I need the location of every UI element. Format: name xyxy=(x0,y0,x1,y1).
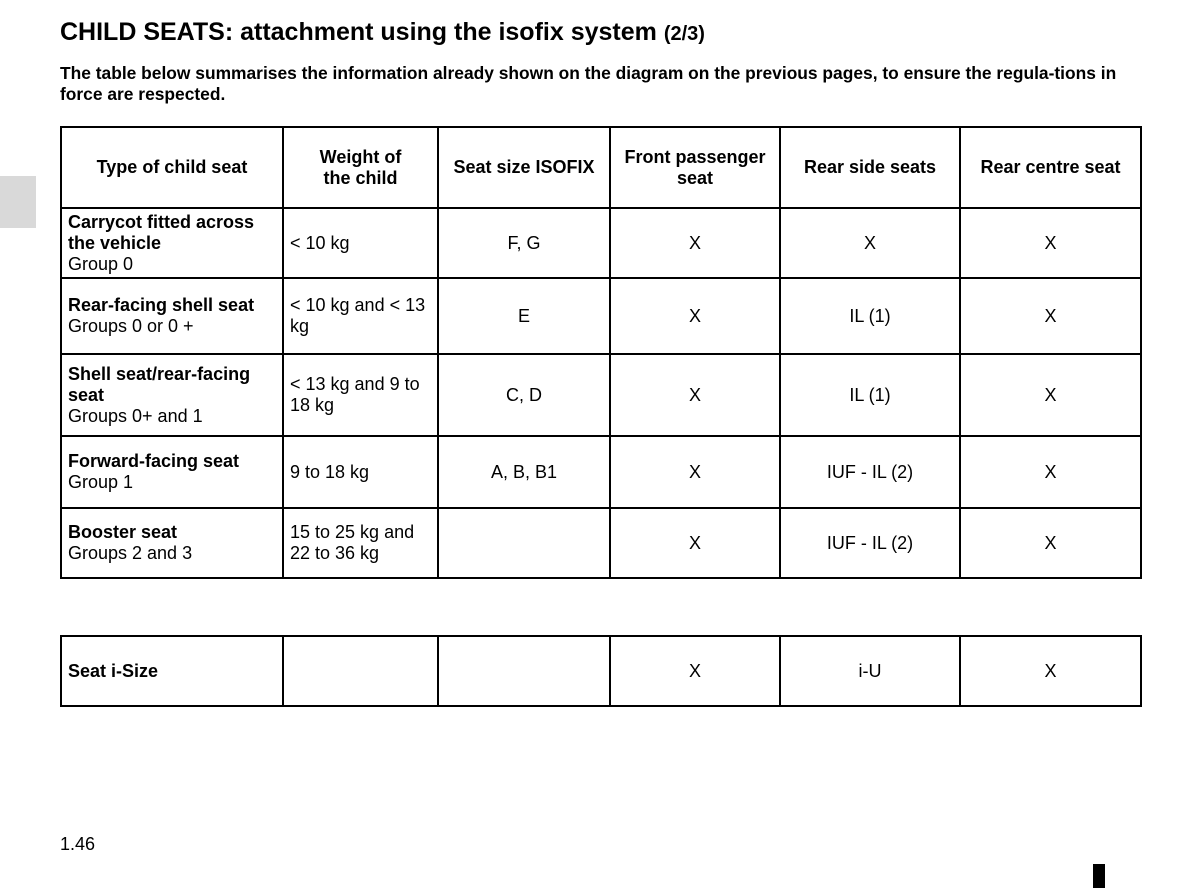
cell-front-passenger: X xyxy=(610,508,780,578)
table-header-row xyxy=(61,127,1141,208)
header-rear-centre: Rear centre seat xyxy=(960,127,1141,208)
isofix-table xyxy=(60,126,1142,579)
cell-front-passenger: X xyxy=(610,208,780,278)
cell-type: Booster seat Groups 2 and 3 xyxy=(61,508,283,578)
section-tab-marker xyxy=(0,176,36,228)
cell-rear-centre: X xyxy=(960,436,1141,508)
cell-type: Forward-facing seat Group 1 xyxy=(61,436,283,508)
cell-seat-size: C, D xyxy=(438,354,610,436)
table-row xyxy=(61,636,1141,706)
cell-rear-side: X xyxy=(780,208,960,278)
cell-seat-size: E xyxy=(438,278,610,354)
cell-weight: < 13 kg and 9 to 18 kg xyxy=(283,354,438,436)
header-rear-side: Rear side seats xyxy=(780,127,960,208)
cell-weight: < 10 kg xyxy=(283,208,438,278)
cell-rear-centre: X xyxy=(960,208,1141,278)
cell-front-passenger: X xyxy=(610,436,780,508)
table-row xyxy=(61,436,1141,508)
header-type: Type of child seat xyxy=(61,127,283,208)
cell-type: Carrycot fitted across the vehicle Group 0 xyxy=(61,208,283,278)
header-weight: Weight of the child xyxy=(283,127,438,208)
cell-rear-centre: X xyxy=(960,508,1141,578)
cell-seat-size xyxy=(438,636,610,706)
cell-rear-side: IL (1) xyxy=(780,354,960,436)
cell-front-passenger: X xyxy=(610,636,780,706)
cell-front-passenger: X xyxy=(610,278,780,354)
cell-rear-side: IUF - IL (2) xyxy=(780,508,960,578)
cell-rear-side: IL (1) xyxy=(780,278,960,354)
cell-seat-size: F, G xyxy=(438,208,610,278)
isize-table xyxy=(60,635,1142,707)
cell-weight: 15 to 25 kg and 22 to 36 kg xyxy=(283,508,438,578)
cell-rear-side: i-U xyxy=(780,636,960,706)
table-row xyxy=(61,508,1141,578)
cell-rear-centre: X xyxy=(960,278,1141,354)
cell-front-passenger: X xyxy=(610,354,780,436)
cell-rear-centre: X xyxy=(960,636,1141,706)
cell-type: Rear-facing shell seat Groups 0 or 0 + xyxy=(61,278,283,354)
cell-seat-size: A, B, B1 xyxy=(438,436,610,508)
cell-type: Shell seat/rear-facing seat Groups 0+ and 1 xyxy=(61,354,283,436)
page-number: 1.46 xyxy=(60,834,96,854)
table-row xyxy=(61,208,1141,278)
cell-seat-size xyxy=(438,508,610,578)
cell-weight xyxy=(283,636,438,706)
table-row xyxy=(61,278,1141,354)
page-edge-marker xyxy=(1093,864,1105,888)
cell-type: Seat i-Size xyxy=(61,636,283,706)
cell-weight: < 10 kg and < 13 kg xyxy=(283,278,438,354)
cell-weight: 9 to 18 kg xyxy=(283,436,438,508)
page-title: CHILD SEATS: attachment using the isofix system (2/3) xyxy=(60,18,705,46)
intro-text: The table below summarises the information already shown on the diagram on the previous pages, to ensure the regula-tions in force are respected. xyxy=(60,63,1117,104)
header-seat-size: Seat size ISOFIX xyxy=(438,127,610,208)
header-front-passenger: Front passenger seat xyxy=(610,127,780,208)
cell-rear-side: IUF - IL (2) xyxy=(780,436,960,508)
cell-rear-centre: X xyxy=(960,354,1141,436)
page-part-indicator: (2/3) xyxy=(663,23,705,45)
table-row xyxy=(61,354,1141,436)
